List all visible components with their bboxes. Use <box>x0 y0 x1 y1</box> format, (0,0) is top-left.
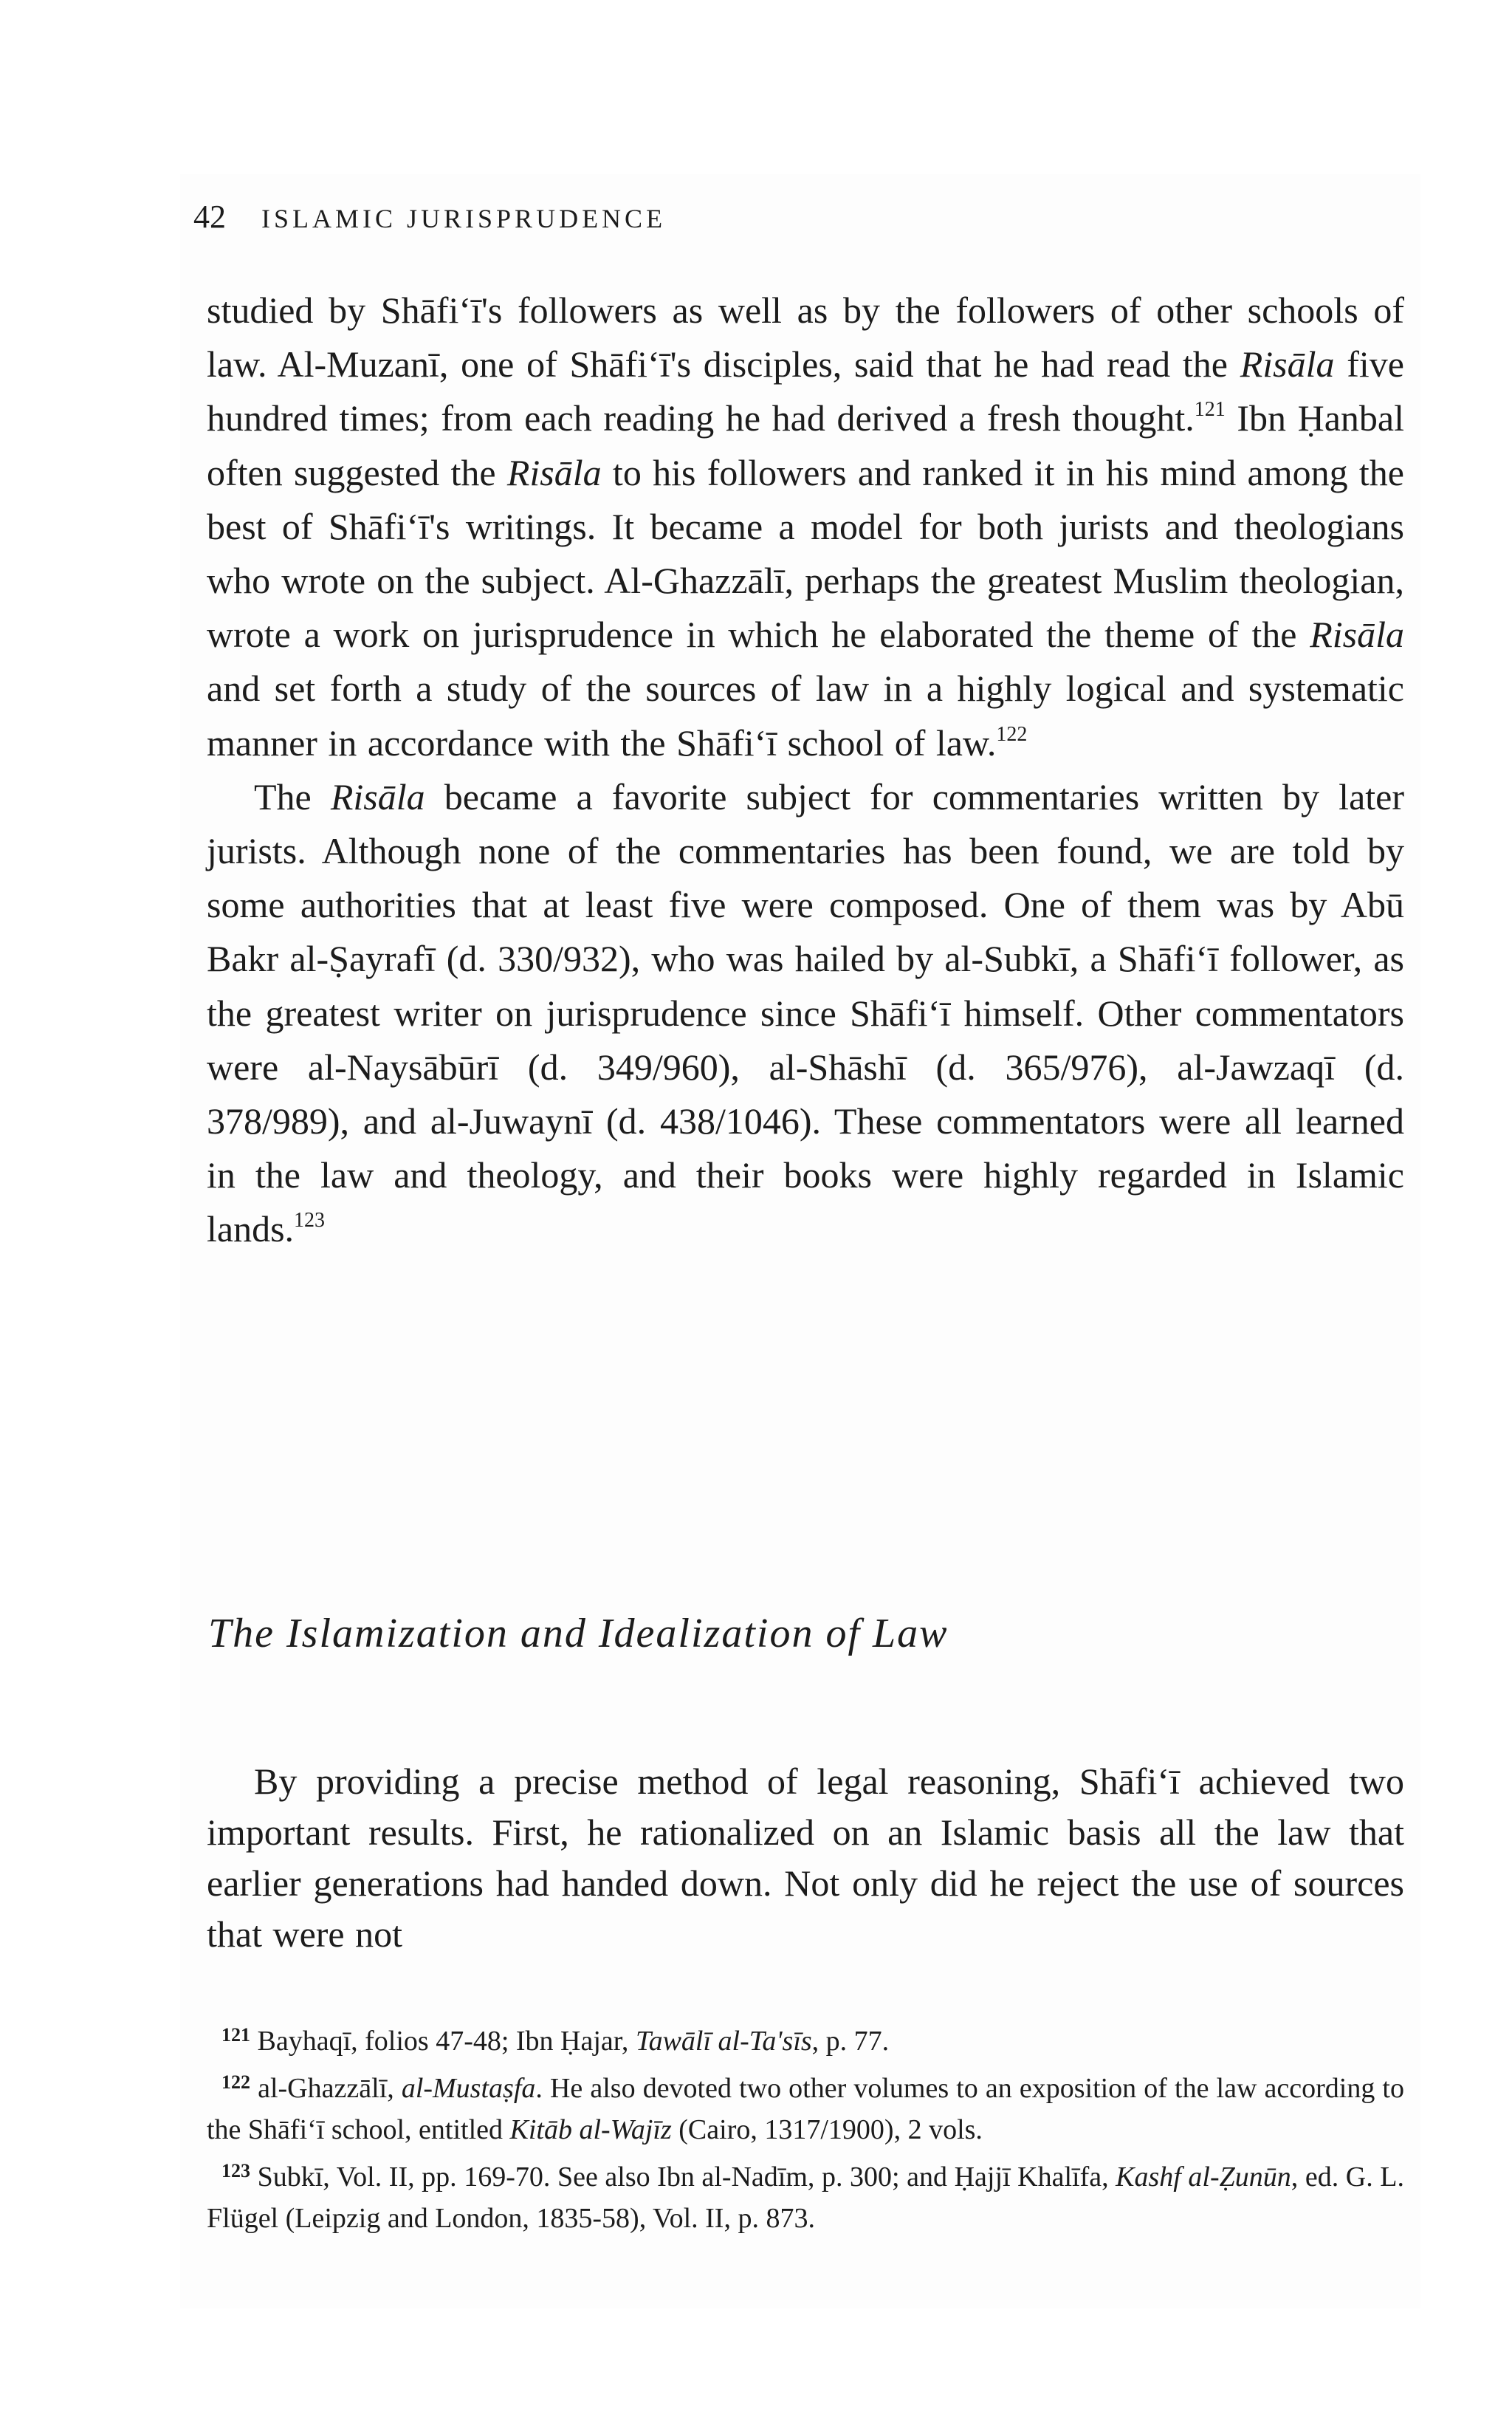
footnote-mark-123: 123 <box>221 2160 250 2181</box>
p1-title-1: Risāla <box>1240 343 1335 385</box>
p2-title-1: Risāla <box>330 775 425 817</box>
p2-text-2: became a favorite subject for commentaries written by later jurists. Although none of the commentaries has been found, we are told by some authorities that at least five were composed. One of them was by Abū Bakr al-Ṣayrafī (d. 330/932), who was hailed by al-Subkī, a Shāfi‘ī follower, as the greatest writer on jurisprudence since Shāfi‘ī himself. Other commentators were al-Naysābūrī (d. 349/960), al-Shāshī (d. 365/976), al-Jawzaqī (d. 378/989), and al-Juwaynī (d. 438/1046). These commentators were all learned in the law and theology, and their books were highly regarded in Islamic lands. <box>207 775 1405 1250</box>
footnote-122-text-2: . He also devoted two other volumes to an exposition of the law according to the Shāfi‘ī school, entitled <box>207 2073 1404 2145</box>
running-head <box>193 198 1404 242</box>
footnote-mark-122: 122 <box>221 2071 250 2093</box>
footnote-ref-121: 121 <box>1194 398 1226 422</box>
p1-text-5: and set forth a study of the sources of law in a highly logical and systematic manner in accordance with the Shāfi‘ī school of law. <box>207 668 1404 764</box>
running-title: ISLAMIC JURISPRUDENCE <box>261 204 667 233</box>
body-text-2 <box>207 1756 1404 1960</box>
footnote-ref-123: 123 <box>294 1209 326 1233</box>
footnote-121-title: Tawālī al-Ta'sīs <box>635 2026 812 2057</box>
footnote-mark-121: 121 <box>221 2024 250 2046</box>
page-number: 42 <box>193 199 226 235</box>
body-text <box>207 284 1404 1257</box>
p1-text-2: five hundred times; from each reading he had derived a fresh thought. <box>207 343 1405 439</box>
footnote-121 <box>207 2015 1404 2062</box>
section-heading: The Islamization and Idealization of Law <box>208 1611 949 1656</box>
footnote-122 <box>207 2062 1404 2150</box>
p2-text-1: The <box>254 775 331 817</box>
p1-title-3: Risāla <box>1310 614 1404 656</box>
footnote-123-text-2: , ed. G. L. Flügel (Leipzig and London, 1835-58), Vol. II, p. 873. <box>207 2162 1404 2234</box>
paragraph-1 <box>207 284 1404 770</box>
p1-text-1: studied by Shāfi‘ī's followers as well as by the followers of other schools of law. Al-Muzanī, one of Shāfi‘ī's disciples, said that he had read the <box>207 289 1404 385</box>
paragraph-3: By providing a precise method of legal reasoning, Shāfi‘ī achieved two important results. First, he rationalized on an Islamic basis all the law that earlier generations had handed down. Not only did he reject the use of sources that were not <box>207 1761 1404 1955</box>
footnote-123-title: Kashf al-Ẓunūn <box>1116 2162 1291 2193</box>
footnote-121-text-2: , p. 77. <box>811 2026 890 2057</box>
footnote-122-title-1: al-Mustaṣfa <box>401 2073 536 2104</box>
footnotes <box>207 2015 1404 2239</box>
p1-text-3: Ibn Ḥanbal often suggested the <box>207 397 1404 493</box>
footnote-ref-122: 122 <box>996 722 1028 746</box>
footnote-122-text-3: (Cairo, 1317/1900), 2 vols. <box>671 2114 983 2145</box>
footnote-122-text-1: al-Ghazzālī, <box>250 2073 402 2104</box>
p1-title-2: Risāla <box>506 451 602 493</box>
p1-text-4: to his followers and ranked it in his mind among the best of Shāfi‘ī's writings. It became a model for both jurists and theologians who wrote on the subject. Al-Ghazzālī, perhaps the greatest Muslim theologian, wrote a work on jurisprudence in which he elaborated the theme of the <box>207 451 1405 656</box>
footnote-123 <box>207 2150 1404 2239</box>
paragraph-2 <box>207 770 1404 1257</box>
footnote-122-title-2: Kitāb al-Wajīz <box>509 2114 672 2145</box>
footnote-121-text-1: Bayhaqī, folios 47-48; Ibn Ḥajar, <box>250 2026 636 2057</box>
footnote-123-text-1: Subkī, Vol. II, pp. 169-70. See also Ibn al-Nadīm, p. 300; and Ḥajjī Khalīfa, <box>250 2162 1116 2193</box>
